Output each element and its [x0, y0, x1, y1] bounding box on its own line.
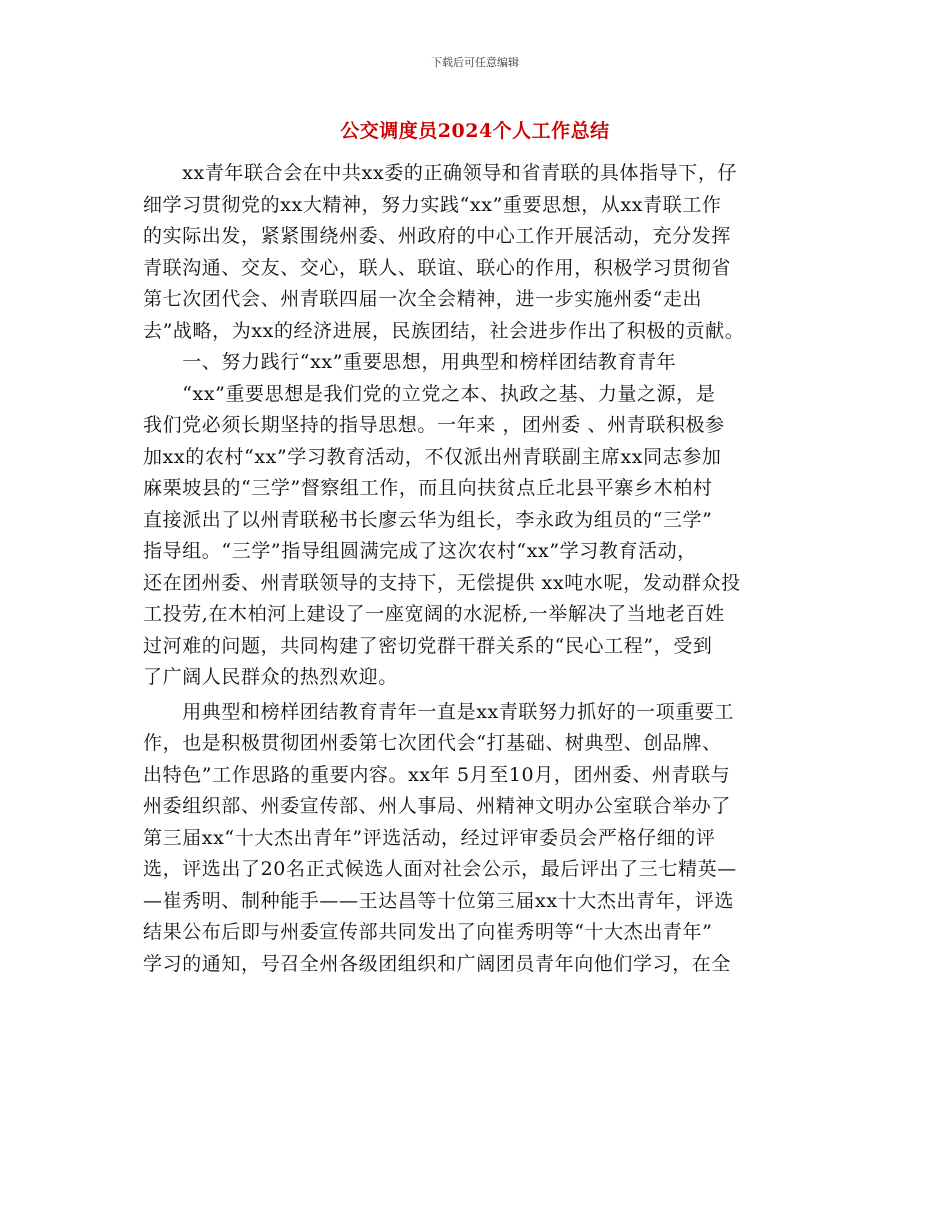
text-line: 还在团州委、州青联领导的支持下，无偿提供 xx吨水呢，发动群众投 — [143, 571, 741, 594]
document-title: 公交调度员2024个人工作总结 — [340, 120, 610, 142]
text-line: 用典型和榜样团结教育青年一直是xx青联努力抓好的一项重要工 — [143, 700, 735, 723]
text-line: 直接派出了以州青联秘书长廖云华为组长，李永政为组员的“三学” — [143, 508, 713, 531]
text-line: 去”战略，为xx的经济进展，民族团结，社会进步作出了积极的贡献。 — [143, 319, 745, 342]
text-line: 第三届xx“十大杰出青年”评选活动，经过评审委员会严格仔细的评 — [143, 826, 716, 849]
text-line: 指导组。“三学”指导组圆满完成了这次农村“xx”学习教育活动， — [143, 540, 697, 562]
text-line: 作，也是积极贯彻团州委第七次团代会“打基础、树典型、创品牌、 — [143, 732, 722, 754]
text-line: 青联沟通、交友、交心，联人、联谊、联心的作用，积极学习贯彻省 — [143, 256, 732, 279]
text-line: xx青年联合会在中共xx委的正确领导和省青联的具体指导下，仔 — [143, 162, 738, 184]
text-line: 工投劳,在木柏河上建设了一座宽阔的水泥桥,一举解决了当地老百姓 — [143, 603, 725, 625]
text-line: 出特色”工作思路的重要内容。xx年 5月至10月，团州委、州青联与 — [143, 763, 731, 786]
text-line: 细学习贯彻党的xx大精神，努力实践“xx”重要思想，从xx青联工作 — [143, 193, 722, 216]
text-line: 了广阔人民群众的热烈欢迎。 — [143, 666, 398, 688]
text-line: 麻栗坡县的“三学”督察组工作，而且向扶贫点丘北县平寨乡木柏村 — [143, 477, 713, 499]
text-line: 学习的通知，号召全州各级团组织和广阔团员青年向他们学习，在全 — [143, 952, 732, 975]
text-line: 州委组织部、州委宣传部、州人事局、州精神文明办公室联合举办了 — [143, 795, 732, 817]
header-note: 下载后可任意编辑 — [431, 56, 519, 69]
text-line: 加xx的农村“xx”学习教育活动，不仅派出州青联副主席xx同志参加 — [143, 445, 722, 468]
text-line: “xx”重要思想是我们党的立党之本、执政之基、力量之源，是 — [143, 382, 716, 405]
text-line: 过河难的问题，共同构建了密切党群干群关系的“民心工程”，受到 — [143, 634, 713, 657]
text-line: —崔秀明、制种能手——王达昌等十位第三届xx十大杰出青年，评选 — [143, 889, 735, 912]
text-line: 选，评选出了20名正式候选人面对社会公示，最后评出了三七精英— — [143, 858, 737, 880]
text-line: 结果公布后即与州委宣传部共同发出了向崔秀明等“十大杰出青年” — [143, 921, 713, 943]
document-body — [143, 158, 815, 980]
text-line: 我们党必须长期坚持的指导思想。一年来 ，团州委 、州青联积极参 — [143, 414, 725, 436]
text-line: 的实际出发，紧紧围绕州委、州政府的中心工作开展活动，充分发挥 — [143, 225, 732, 247]
section-heading: 一、努力践行“xx”重要思想，用典型和榜样团结教育青年 — [143, 351, 677, 373]
text-line: 第七次团代会、州青联四届一次全会精神，进一步实施州委“走出 — [143, 288, 703, 310]
